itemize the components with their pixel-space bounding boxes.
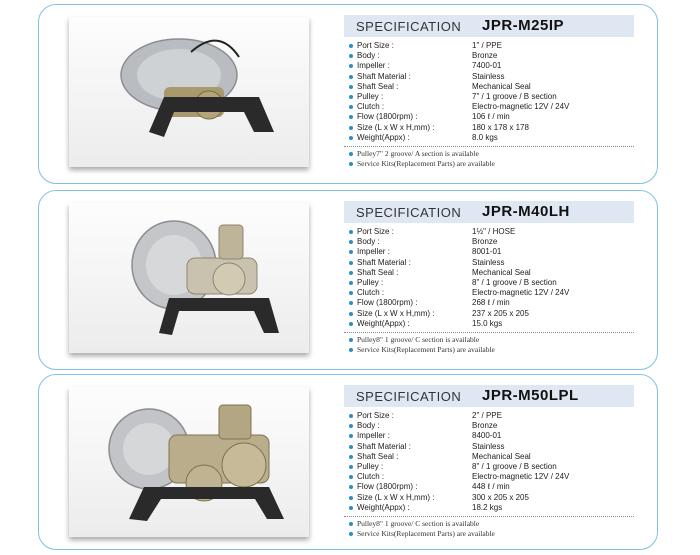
bullet-icon: [349, 291, 353, 295]
spec-label: SPECIFICATION: [356, 19, 462, 34]
bullet-icon: [349, 301, 353, 305]
spec-row: Body : Bronze: [344, 51, 634, 61]
pump-image: [69, 387, 309, 537]
model-name: JPR-M25IP: [482, 17, 565, 34]
bullet-icon: [349, 496, 353, 500]
bullet-icon: [349, 152, 353, 156]
bullet-icon: [349, 115, 353, 119]
note-item: Pulley8" 1 groove/ C section is available: [344, 335, 634, 345]
spec-row: Weight(Appx) : 8.0 kgs: [344, 133, 634, 143]
spec-row: Shaft Seal : Mechanical Seal: [344, 268, 634, 278]
bullet-icon: [349, 64, 353, 68]
note-item: Service Kits(Replacement Parts) are available: [344, 345, 634, 355]
spec-row: Body : Bronze: [344, 421, 634, 431]
spec-header: [344, 385, 634, 407]
spec-row: Size (L x W x H,mm) : 180 x 178 x 178: [344, 123, 634, 133]
pump-image: [69, 203, 309, 353]
spec-row: Pulley : 7" / 1 groove / B section: [344, 92, 634, 102]
divider: [344, 332, 634, 333]
spec-row: Port Size : 2" / PPE: [344, 411, 634, 421]
bullet-icon: [349, 54, 353, 58]
note-item: Service Kits(Replacement Parts) are available: [344, 159, 634, 169]
bullet-icon: [349, 348, 353, 352]
spec-row: Impeller : 7400-01: [344, 61, 634, 71]
spec-list: [344, 411, 634, 513]
spec-row: Body : Bronze: [344, 237, 634, 247]
spec-row: Impeller : 8001-01: [344, 247, 634, 257]
bullet-icon: [349, 312, 353, 316]
spec-row: Flow (1800rpm) : 106 ℓ / min: [344, 112, 634, 122]
spec-header: [344, 15, 634, 37]
spec-header: [344, 201, 634, 223]
product-photo: [69, 387, 309, 537]
note-item: Pulley8" 1 groove/ C section is available: [344, 519, 634, 529]
product-photo: [69, 203, 309, 353]
note-item: Pulley7" 2 groove/ A section is available: [344, 149, 634, 159]
spec-row: Pulley : 8" / 1 groove / B section: [344, 278, 634, 288]
divider: [344, 146, 634, 147]
bullet-icon: [349, 414, 353, 418]
pump-image: [69, 17, 309, 167]
divider: [344, 516, 634, 517]
spec-row: Flow (1800rpm) : 268 ℓ / min: [344, 298, 634, 308]
bullet-icon: [349, 230, 353, 234]
spec-row: Size (L x W x H,mm) : 300 x 205 x 205: [344, 493, 634, 503]
bullet-icon: [349, 75, 353, 79]
spec-list: [344, 227, 634, 329]
spec-row: Weight(Appx) : 18.2 kgs: [344, 503, 634, 513]
spec-row: Shaft Seal : Mechanical Seal: [344, 82, 634, 92]
bullet-icon: [349, 465, 353, 469]
bullet-icon: [349, 532, 353, 536]
spec-row: Clutch : Electro-magnetic 12V / 24V: [344, 288, 634, 298]
bullet-icon: [349, 434, 353, 438]
spec-row: Size (L x W x H,mm) : 237 x 205 x 205: [344, 309, 634, 319]
bullet-icon: [349, 506, 353, 510]
bullet-icon: [349, 475, 353, 479]
notes: [344, 335, 634, 355]
spec-list: [344, 41, 634, 143]
spec-row: Shaft Seal : Mechanical Seal: [344, 452, 634, 462]
spec-row: Clutch : Electro-magnetic 12V / 24V: [344, 102, 634, 112]
spec-row: Flow (1800rpm) : 448 ℓ / min: [344, 482, 634, 492]
product-card-3: [38, 374, 658, 550]
spec-label: SPECIFICATION: [356, 389, 462, 404]
bullet-icon: [349, 44, 353, 48]
bullet-icon: [349, 136, 353, 140]
product-card-1: [38, 4, 658, 184]
bullet-icon: [349, 455, 353, 459]
bullet-icon: [349, 261, 353, 265]
spec-label: SPECIFICATION: [356, 205, 462, 220]
spec-row: Weight(Appx) : 15.0 kgs: [344, 319, 634, 329]
bullet-icon: [349, 522, 353, 526]
spec-row: Port Size : 1" / PPE: [344, 41, 634, 51]
bullet-icon: [349, 485, 353, 489]
spec-row: Port Size : 1½" / HOSE: [344, 227, 634, 237]
spec-row: Impeller : 8400-01: [344, 431, 634, 441]
bullet-icon: [349, 250, 353, 254]
notes: [344, 519, 634, 539]
model-name: JPR-M40LH: [482, 203, 570, 220]
spec-row: Shaft Material : Stainless: [344, 72, 634, 82]
bullet-icon: [349, 445, 353, 449]
bullet-icon: [349, 85, 353, 89]
bullet-icon: [349, 162, 353, 166]
model-name: JPR-M50LPL: [482, 387, 579, 404]
bullet-icon: [349, 105, 353, 109]
spec-row: Pulley : 8" / 1 groove / B section: [344, 462, 634, 472]
bullet-icon: [349, 95, 353, 99]
product-card-2: [38, 190, 658, 370]
product-photo: [69, 17, 309, 167]
bullet-icon: [349, 424, 353, 428]
note-item: Service Kits(Replacement Parts) are available: [344, 529, 634, 539]
notes: [344, 149, 634, 169]
bullet-icon: [349, 322, 353, 326]
bullet-icon: [349, 271, 353, 275]
bullet-icon: [349, 126, 353, 130]
bullet-icon: [349, 338, 353, 342]
spec-row: Shaft Material : Stainless: [344, 258, 634, 268]
bullet-icon: [349, 281, 353, 285]
spec-row: Shaft Material : Stainless: [344, 442, 634, 452]
bullet-icon: [349, 240, 353, 244]
spec-row: Clutch : Electro-magnetic 12V / 24V: [344, 472, 634, 482]
